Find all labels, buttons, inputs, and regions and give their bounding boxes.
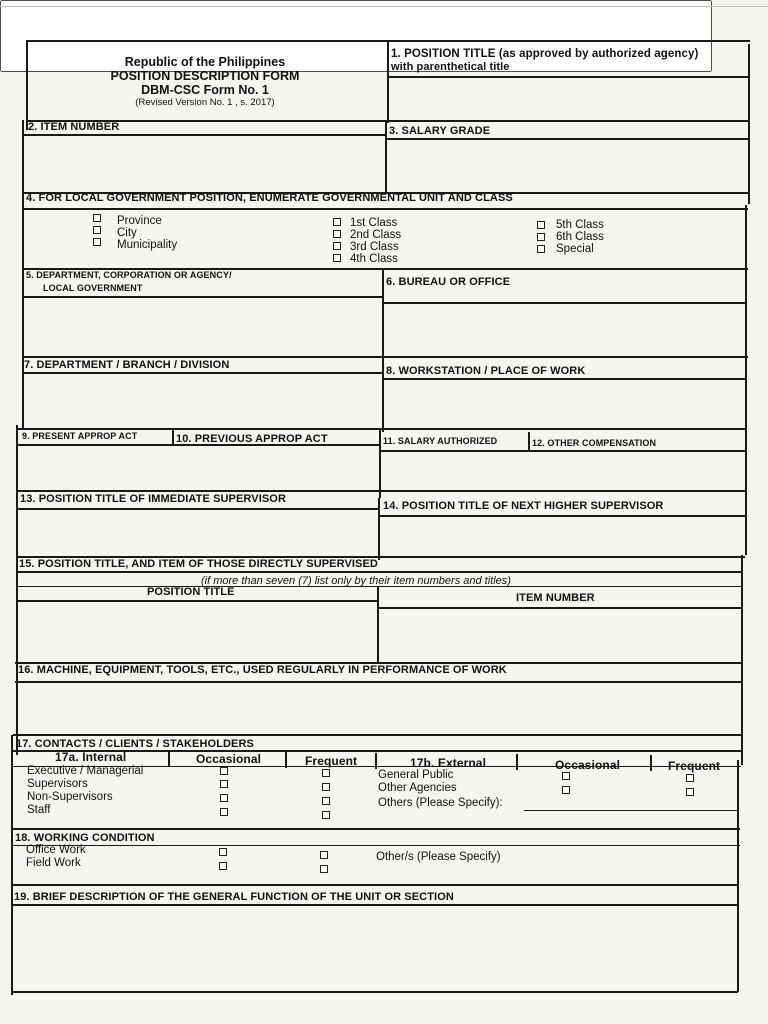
rule-row9 xyxy=(18,428,747,430)
header-form-title: POSITION DESCRIPTION FORM xyxy=(110,69,300,83)
salary-grade-input[interactable] xyxy=(392,146,742,190)
label-position-title-sub: with parenthetical title xyxy=(391,61,510,73)
checkbox-field-frequent[interactable] xyxy=(320,865,328,873)
next-supervisor-input[interactable] xyxy=(384,520,738,556)
others-specify-line xyxy=(524,810,738,811)
rule-f8 xyxy=(383,378,747,380)
rule-f2 xyxy=(22,134,386,136)
rule-17-col1 xyxy=(168,751,170,767)
rule-row5-divider xyxy=(382,270,384,432)
rule-row4-sub xyxy=(22,208,748,210)
column-external: 17b. External xyxy=(410,756,487,770)
rule-row2 xyxy=(26,120,750,122)
border-left-low xyxy=(16,425,18,755)
equipment-input[interactable] xyxy=(20,688,736,728)
rule-f7 xyxy=(22,372,383,374)
option-municipality: Municipality xyxy=(117,239,178,251)
option-1st-class: 1st Class xyxy=(350,217,398,229)
checkbox-nonsupervisors-occasional[interactable] xyxy=(220,794,228,802)
rule-f6 xyxy=(383,302,747,304)
column-external-frequent: Frequent xyxy=(668,759,721,773)
division-input[interactable] xyxy=(26,378,376,424)
rule-f15-col2 xyxy=(378,607,743,609)
label-contacts: 17. CONTACTS / CLIENTS / STAKEHOLDERS xyxy=(16,738,254,750)
option-3rd-class: 3rd Class xyxy=(350,241,399,253)
checkbox-executive-frequent[interactable] xyxy=(322,769,330,777)
checkbox-special[interactable] xyxy=(537,245,545,253)
internal-executive: Executive / Managerial xyxy=(27,765,144,777)
option-city: City xyxy=(117,227,137,239)
border-right-bottom xyxy=(737,760,739,992)
checkbox-staff-frequent[interactable] xyxy=(322,811,330,819)
label-workstation: 8. WORKSTATION / PLACE OF WORK xyxy=(386,365,586,377)
rule-header-divider xyxy=(387,41,389,123)
workstation-input[interactable] xyxy=(388,384,740,430)
checkbox-6th-class[interactable] xyxy=(537,233,545,241)
rule-f5 xyxy=(22,296,383,298)
option-province: Province xyxy=(117,215,162,227)
label-previous-approp: 10. PREVIOUS APPROP ACT xyxy=(176,433,328,445)
option-2nd-class: 2nd Class xyxy=(350,229,402,241)
checkbox-executive-occasional[interactable] xyxy=(220,767,228,775)
rule-f3 xyxy=(386,138,750,140)
checkbox-municipality[interactable] xyxy=(93,238,101,246)
label-immediate-supervisor: 13. POSITION TITLE OF IMMEDIATE SUPERVISOR xyxy=(20,493,286,505)
item-number-input[interactable] xyxy=(28,142,380,188)
rule-f14 xyxy=(379,515,746,517)
header-form-number: DBM-CSC Form No. 1 xyxy=(141,83,269,97)
rule-row19 xyxy=(11,884,739,886)
internal-staff: Staff xyxy=(27,804,51,816)
label-machine-equipment: 16. MACHINE, EQUIPMENT, TOOLS, ETC., USED REGULARLY IN PERFORMANCE OF WORK xyxy=(18,664,507,676)
salary-authorized-input[interactable] xyxy=(384,456,740,492)
rule-f15-col1 xyxy=(16,600,378,602)
checkbox-supervisors-frequent[interactable] xyxy=(322,783,330,791)
option-5th-class: 5th Class xyxy=(556,219,604,231)
rule-row13 xyxy=(18,490,747,492)
checkbox-office-occasional[interactable] xyxy=(219,848,227,856)
bureau-input[interactable] xyxy=(388,308,740,356)
label-brief-description: 19. BRIEF DESCRIPTION OF THE GENERAL FUNCTION OF THE UNIT OR SECTION xyxy=(14,891,454,903)
external-others-specify: Others (Please Specify): xyxy=(378,797,503,809)
checkbox-nonsupervisors-frequent[interactable] xyxy=(322,797,330,805)
external-general-public: General Public xyxy=(378,769,454,781)
form-header xyxy=(30,55,380,109)
rule-f13 xyxy=(18,508,379,510)
column-position-title: POSITION TITLE xyxy=(147,586,235,598)
label-bureau: 6. BUREAU OR OFFICE xyxy=(386,276,511,288)
internal-non-supervisors: Non-Supervisors xyxy=(27,791,113,803)
working-field: Field Work xyxy=(26,857,81,869)
checkbox-3rd-class[interactable] xyxy=(333,242,341,250)
label-directly-supervised: 15. POSITION TITLE, AND ITEM OF THOSE DIRECTLY SUPERVISED xyxy=(19,558,378,570)
label-department-sub: LOCAL GOVERNMENT xyxy=(43,283,143,293)
label-item-number: 2. ITEM NUMBER xyxy=(28,121,120,133)
working-others-specify: Other/s (Please Specify) xyxy=(376,851,501,863)
checkbox-field-occasional[interactable] xyxy=(219,862,227,870)
rule-row7 xyxy=(22,356,748,358)
checkbox-2nd-class[interactable] xyxy=(333,230,341,238)
rule-f16 xyxy=(15,681,743,683)
label-local-government: 4. FOR LOCAL GOVERNMENT POSITION, ENUMERATE GOVERNMENTAL UNIT AND CLASS xyxy=(26,192,513,204)
checkbox-province[interactable] xyxy=(93,214,101,222)
checkbox-supervisors-occasional[interactable] xyxy=(220,780,228,788)
label-next-higher-supervisor: 14. POSITION TITLE OF NEXT HIGHER SUPERVISOR xyxy=(383,500,664,512)
rule-f11-divider xyxy=(528,432,530,450)
column-internal-frequent: Frequent xyxy=(305,754,358,768)
checkbox-1st-class[interactable] xyxy=(333,218,341,226)
rule-bottom xyxy=(11,991,738,993)
rule-f15 xyxy=(16,571,743,573)
column-internal: 17a. Internal xyxy=(55,750,127,764)
label-salary-grade: 3. SALARY GRADE xyxy=(389,125,491,137)
option-special: Special xyxy=(556,243,594,255)
rule-f19 xyxy=(11,904,738,906)
header-republic: Republic of the Philippines xyxy=(124,55,286,69)
supervised-title-input[interactable] xyxy=(20,606,372,656)
label-department: 5. DEPARTMENT, CORPORATION OR AGENCY/ xyxy=(26,270,232,280)
checkbox-public-occasional[interactable] xyxy=(562,772,570,780)
rule-row9-divider xyxy=(379,430,381,498)
rule-f9-divider xyxy=(172,429,174,445)
rule-row18 xyxy=(12,828,740,830)
supervised-note: (if more than seven (7) list only by their item numbers and titles) xyxy=(201,575,511,587)
approp-act-input[interactable] xyxy=(22,450,374,486)
rule-row2-divider xyxy=(385,122,387,194)
option-6th-class: 6th Class xyxy=(556,231,604,243)
label-position-title: 1. POSITION TITLE (as approved by authorized agency) xyxy=(391,48,699,60)
label-other-compensation: 12. OTHER COMPENSATION xyxy=(532,438,657,448)
label-division: 7. DEPARTMENT / BRANCH / DIVISION xyxy=(24,359,230,371)
rule-row15-divider xyxy=(377,586,379,664)
external-other-agencies: Other Agencies xyxy=(378,782,457,794)
checkbox-public-frequent[interactable] xyxy=(686,774,694,782)
checkbox-agencies-occasional[interactable] xyxy=(562,786,570,794)
border-left-bottom xyxy=(11,735,13,995)
column-internal-occasional: Occasional xyxy=(196,752,262,766)
rule-f15-note xyxy=(16,586,743,587)
scan-edge xyxy=(0,6,768,7)
checkbox-office-frequent[interactable] xyxy=(320,851,328,859)
option-4th-class: 4th Class xyxy=(350,253,398,265)
column-external-occasional: Occasional xyxy=(555,758,621,772)
checkbox-staff-occasional[interactable] xyxy=(220,808,228,816)
checkbox-5th-class[interactable] xyxy=(537,221,545,229)
border-left-mid xyxy=(22,120,24,430)
checkbox-agencies-frequent[interactable] xyxy=(686,788,694,796)
rule-f9 xyxy=(18,444,380,446)
rule-17-col4 xyxy=(516,754,518,770)
label-salary-authorized: 11. SALARY AUTHORIZED xyxy=(383,436,498,446)
label-working-condition: 18. WORKING CONDITION xyxy=(15,832,155,844)
supervised-item-input[interactable] xyxy=(382,612,738,660)
header-revision: (Revised Version No. 1 , s. 2017) xyxy=(135,97,275,108)
rule-f18 xyxy=(12,845,740,846)
rule-row17 xyxy=(13,734,742,736)
immediate-supervisor-input[interactable] xyxy=(22,514,372,552)
position-title-input[interactable] xyxy=(392,82,742,118)
checkbox-4th-class[interactable] xyxy=(333,254,341,262)
rule-f1 xyxy=(388,76,750,78)
internal-supervisors: Supervisors xyxy=(27,778,88,790)
checkbox-city[interactable] xyxy=(93,226,101,234)
column-item-number: ITEM NUMBER xyxy=(516,592,595,604)
border-left-top xyxy=(26,40,28,130)
working-office: Office Work xyxy=(26,844,86,856)
label-present-approp: 9. PRESENT APPROP ACT xyxy=(22,431,138,441)
department-input[interactable] xyxy=(26,302,376,352)
rule-f11 xyxy=(380,450,746,452)
border-right-top xyxy=(748,44,750,204)
border-right-mid xyxy=(745,205,747,555)
rule-17-col5 xyxy=(650,755,652,771)
